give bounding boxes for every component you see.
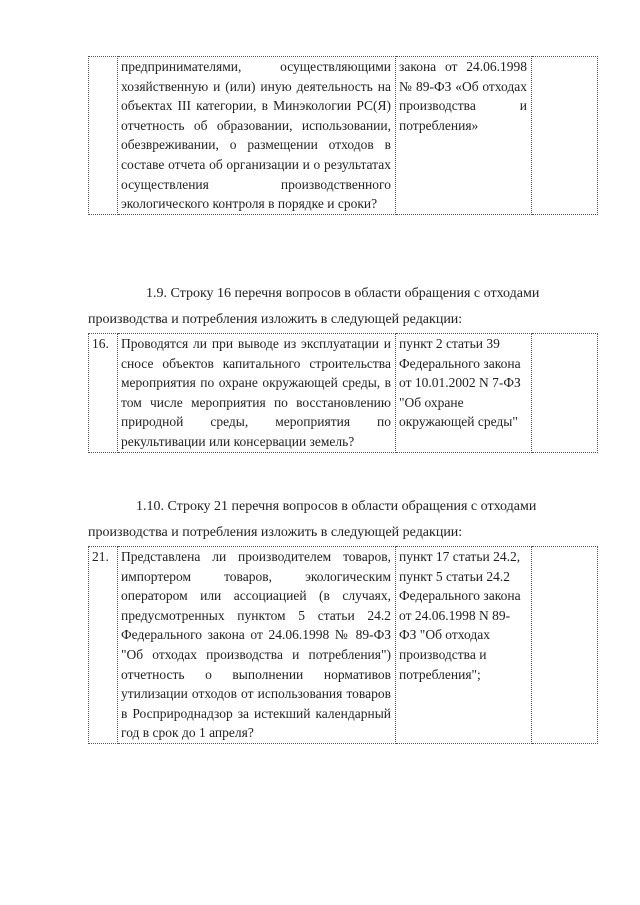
law-reference-cell: пункт 2 статьи 39 Федерального закона от 10.01.2002 N 7-ФЗ "Об охране окружающей среды" (396, 334, 532, 453)
amendment-paragraph-1-9: 1.9. Строку 16 перечня вопросов в области обращения с отходами (146, 286, 540, 301)
amendment-paragraph-1-9-cont: производства и потребления изложить в следующей редакции: (88, 312, 463, 327)
question-cell: Представлена ли производителем товаров, импортером товаров, экологическим оператором или ассоциацией (в случаях, предусмотренных пунктом 5 статьи 24.2 Федерального закона от 24.06.1998 № 89-ФЗ "Об отходах производства и потребления") отчетность о выполнении нормативов утилизации отходов от использования товаров в Росприроднадзор за истекший календарный год в срок до 1 апреля? (118, 547, 396, 744)
empty-cell (532, 57, 598, 215)
amendment-paragraph-1-10: 1.10. Строку 21 перечня вопросов в области обращения с отходами (136, 499, 537, 514)
row-number-cell: 21. (89, 547, 118, 744)
table-row (89, 334, 598, 453)
empty-cell (532, 334, 598, 453)
table-row-16 (88, 333, 598, 453)
amendment-paragraph-1-10-cont: производства и потребления изложить в следующей редакции: (88, 525, 463, 540)
question-cell: Проводятся ли при выводе из эксплуатации и сносе объектов капитального строительства мероприятия по охране окружающей среды, в том числе мероприятия по восстановлению природной среды, мероприятия по рекультивации или консервации земель? (118, 334, 396, 453)
table-row (89, 547, 598, 744)
table-row (89, 57, 598, 215)
row-number-cell: 16. (89, 334, 118, 453)
law-reference-cell: закона от 24.06.1998 № 89-ФЗ «Об отходах производства и потребления» (396, 57, 532, 215)
table-row-21 (88, 546, 598, 744)
row-number-cell (89, 57, 118, 215)
empty-cell (532, 547, 598, 744)
question-cell: предпринимателями, осуществляющими хозяйственную и (или) иную деятельность на объектах III категории, в Минэкологии РС(Я) отчетность об образовании, использовании, обезвреживании, о размещении отходов в составе отчета об организации и о результатах осуществления производственного экологического контроля в порядке и сроки? (118, 57, 396, 215)
table-continuation (88, 56, 598, 215)
law-reference-cell: пункт 17 статьи 24.2, пункт 5 статьи 24.2 Федерального закона от 24.06.1998 N 89-ФЗ "Об отходах производства и потребления"; (396, 547, 532, 744)
